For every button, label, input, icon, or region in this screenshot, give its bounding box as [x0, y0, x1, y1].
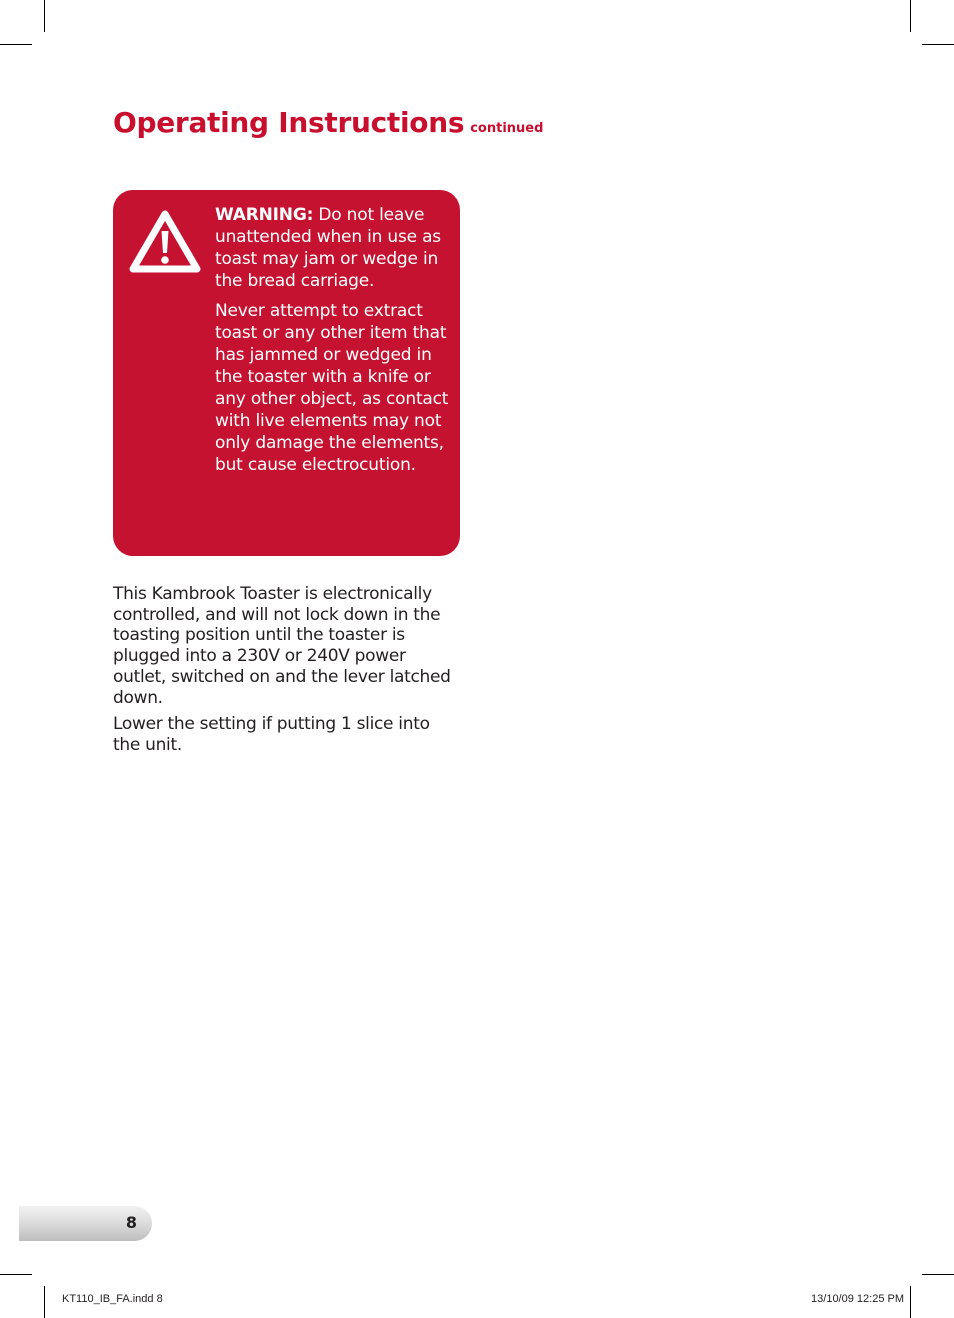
warning-triangle-icon	[128, 208, 202, 274]
body-paragraph-2: Lower the setting if putting 1 slice into the unit.	[113, 714, 430, 755]
warning-paragraph-1	[215, 204, 450, 292]
page-title: Operating Instructions	[113, 106, 465, 139]
warning-text-1: Do not leave unattended when in use as toast may jam or wedge in the bread carriage.	[215, 205, 441, 291]
crop-mark-top-right-vertical	[910, 0, 911, 32]
crop-mark-top-left-horizontal	[0, 44, 32, 45]
body-text	[113, 584, 458, 762]
warning-label: WARNING:	[215, 205, 314, 225]
crop-mark-bottom-right-vertical	[910, 1286, 911, 1318]
page-number-tab	[19, 1206, 152, 1241]
crop-mark-bottom-left-horizontal	[0, 1274, 32, 1275]
page-number: 8	[125, 1213, 137, 1232]
crop-mark-bottom-right-horizontal	[922, 1274, 954, 1275]
warning-text	[215, 204, 450, 484]
slug-file-name: KT110_IB_FA.indd 8	[62, 1293, 163, 1305]
page-heading	[113, 106, 543, 139]
crop-mark-top-left-vertical	[44, 0, 45, 32]
body-paragraph-1: This Kambrook Toaster is electronically controlled, and will not lock down in the toasting position until the toaster is plugged into a 230V or 240V power outlet, switched on and the lever latched down.	[113, 584, 451, 708]
page-subtitle: continued	[470, 121, 544, 136]
warning-box	[113, 190, 460, 556]
slug-date: 13/10/09 12:25 PM	[811, 1293, 904, 1305]
crop-mark-bottom-left-vertical	[44, 1286, 45, 1318]
warning-paragraph-2: Never attempt to extract toast or any other item that has jammed or wedged in the toaster with a knife or any other object, as contact with live elements may not only damage the elements, but cause electrocution.	[215, 301, 449, 475]
crop-mark-top-right-horizontal	[922, 44, 954, 45]
